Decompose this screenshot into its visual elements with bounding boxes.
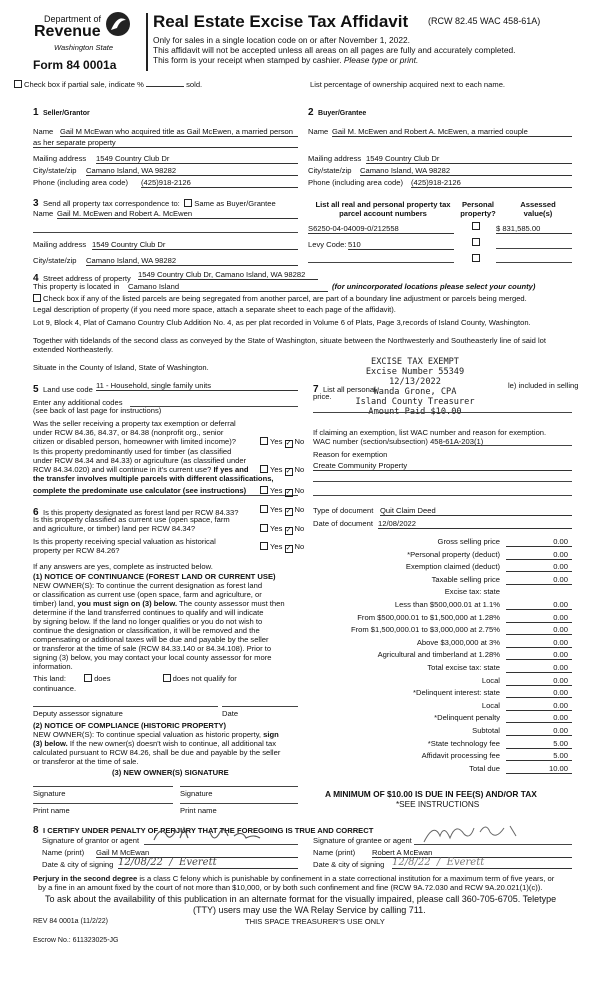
calc-label: From $1,500,000.01 to $3,000,000 at 2.75% <box>350 625 500 635</box>
logo-dept-line1: Department of <box>44 14 102 24</box>
parcel-col-header: List all real and personal property tax parcel account numbers <box>315 200 451 218</box>
notice-continuance-3a: timber) land, <box>33 599 76 608</box>
seller-name-label: Name <box>33 127 54 136</box>
calc-label: From $500,000.01 to $1,500,000 at 1.28% <box>357 612 500 622</box>
partial-sale-pct-field[interactable] <box>146 86 184 87</box>
header-note-3 <box>153 55 418 65</box>
notice-continuance-10: information. <box>33 662 73 671</box>
calc-value[interactable]: 5.00 <box>506 739 572 749</box>
grantee-date-label: Date & city of signing <box>313 860 385 869</box>
reason-line-2[interactable] <box>313 481 572 482</box>
timber-no-checkbox[interactable]: ✓ <box>285 468 292 475</box>
personal-property-checkbox-2[interactable] <box>472 238 480 246</box>
calc-value[interactable]: 0.00 <box>506 663 572 673</box>
calc-label: Excise tax: state <box>444 587 500 597</box>
land-use-row <box>33 379 93 397</box>
tax-corr-blank-line <box>33 232 298 233</box>
seller-heading-text: Seller/Grantor <box>43 110 90 117</box>
calc-label: Above $3,000,000 at 3% <box>416 637 500 647</box>
parcel-number-3[interactable] <box>308 262 454 263</box>
header-note-3-text: This form is your receipt when stamped by cashier. <box>153 55 342 65</box>
notice-continuance-4: determine if the land transferred continues to qualify and will indicate <box>33 608 264 617</box>
seller-mail-label: Mailing address <box>33 154 87 163</box>
section-7-line-1[interactable] <box>313 412 372 413</box>
buyer-mail-label: Mailing address <box>308 154 362 163</box>
buyer-name-label: Name <box>308 127 329 136</box>
notice-continuance-heading: (1) NOTICE OF CONTINUANCE (FOREST LAND OR CURRENT USE) <box>33 572 276 581</box>
notice-compliance-2a: (3) below. <box>33 739 68 748</box>
header-divider <box>146 13 148 71</box>
segregation-row <box>33 294 527 303</box>
exemption-q-1: Was the seller receiving a property tax exemption or deferral <box>33 419 236 428</box>
stamp-line-1: EXCISE TAX EXEMPT <box>371 357 459 367</box>
partial-sale-sold: sold. <box>186 80 203 89</box>
forest-q-1-yes-no <box>260 505 304 516</box>
calc-label: Exemption claimed (deduct) <box>405 562 500 572</box>
this-land-row <box>33 674 237 683</box>
new-owner-signature-heading: (3) NEW OWNER(S) SIGNATURE <box>112 768 229 777</box>
personal-property-col-header: Personal property? <box>460 200 496 218</box>
calculator-yes-checkbox[interactable] <box>260 486 268 494</box>
reason-label: Reason for exemption <box>313 450 388 459</box>
wac-number-value[interactable]: 458-61A-203(1) <box>430 437 484 446</box>
exemption-yes-no <box>260 437 304 448</box>
calc-value[interactable]: 5.00 <box>506 751 572 761</box>
timber-q-4: the transfer involves multiple parcels with different classifications, <box>33 474 274 483</box>
notice-continuance-8: or transferor at the time of sale (RCW 84.33.140 or 84.34.108). Prior to <box>33 644 272 653</box>
personal-property-checkbox-3[interactable] <box>472 254 480 262</box>
stamp-line-5: Island County Treasurer <box>355 397 475 407</box>
partial-sale-label: Check box if partial sale, indicate % <box>24 80 144 89</box>
timber-q-3-bold: If yes and <box>213 465 249 474</box>
grantor-name-label: Name (print) <box>42 848 85 857</box>
forest-yes-label: Yes <box>270 505 283 514</box>
doc-type-label: Type of document <box>313 506 374 515</box>
personal-property-checkbox-1[interactable] <box>472 222 480 230</box>
calc-value[interactable]: 0.00 <box>506 638 572 648</box>
grantor-date-label: Date & city of signing <box>42 860 114 869</box>
calc-value[interactable]: 0.00 <box>506 625 572 635</box>
see-instructions: *SEE INSTRUCTIONS <box>396 800 480 809</box>
exemption-no-label: No <box>294 437 305 446</box>
seller-name-field[interactable]: Gail M McEwan who acquired title as Gail McEwen, a married person <box>60 127 298 137</box>
continuance-label: continuance. <box>33 684 77 693</box>
street-address-num: 4 <box>33 273 39 284</box>
grantee-city-value: Everett <box>446 857 485 868</box>
calc-value[interactable]: 0.00 <box>506 600 572 610</box>
calc-label: Affidavit processing fee <box>421 751 500 761</box>
logo-dept-line3: Washington State <box>54 43 114 52</box>
notice-continuance-6: continue the designation or classification, it will be removed and the <box>33 626 260 635</box>
if-any-yes-text: If any answers are yes, complete as instructed below. <box>33 562 213 571</box>
seller-city-label: City/state/zip <box>33 166 77 175</box>
timber-yes-no-1 <box>260 465 304 476</box>
current-use-yes-no <box>260 524 304 535</box>
legal-description-1: Lot 9, Block 4, Plat of Camano Country Club Addition No. 4, as per plat recorded in Volume 6 of Plats, Page 3,records of Island County, Washington. <box>33 318 531 327</box>
exemption-q-2: under RCW 84.36, 84.37, or 84.38 (nonprofit org., senior <box>33 428 224 437</box>
tax-corr-city-field[interactable]: Camano Island, WA 98282 <box>86 256 298 266</box>
doc-date-label: Date of document <box>313 519 373 528</box>
buyer-city-label: City/state/zip <box>308 166 352 175</box>
section-7-line-2[interactable] <box>378 412 572 413</box>
this-land-label: This land: <box>33 674 66 683</box>
perjury-bold: Perjury in the second degree <box>33 874 138 883</box>
notice-continuance-3b: you must sign on (3) below. <box>77 599 178 608</box>
notice-continuance-7: compensating or additional taxes will be due and payable by the seller <box>33 635 269 644</box>
street-address-label: Street address of property <box>43 274 131 283</box>
calc-value[interactable]: 0.00 <box>506 713 572 723</box>
grantee-signature-label: Signature of grantee or agent <box>313 836 412 845</box>
grantor-city-value: Everett <box>179 857 217 868</box>
segregation-checkbox[interactable] <box>33 294 41 302</box>
calc-label: Taxable selling price <box>431 574 500 584</box>
tax-corr-name-field[interactable]: Gail M. McEwen and Robert A. McEwen <box>57 209 298 219</box>
certify-text: I CERTIFY UNDER PENALTY OF PERJURY THAT THE FOREGOING IS TRUE AND CORRECT <box>43 826 374 835</box>
form-number: Form 84 0001a <box>33 58 117 72</box>
property-located-label: This property is located in <box>33 282 120 291</box>
owner-print-label-2: Print name <box>180 806 217 815</box>
stamp-line-2: Excise Number 55349 <box>365 367 465 377</box>
section-6-num: 6 <box>33 507 39 518</box>
department-logo <box>30 12 140 58</box>
notice-continuance-5: by signing below. If the land no longer qualifies or you do not wish to <box>33 617 263 626</box>
treasurer-use-only: THIS SPACE TREASURER'S USE ONLY <box>245 917 385 926</box>
timber-no-label: No <box>294 465 305 474</box>
buyer-name-field[interactable]: Gail M. McEwen and Robert A. McEwen, a married couple <box>332 127 572 137</box>
current-use-yes-checkbox[interactable] <box>260 524 268 532</box>
owner-signature-line-1[interactable] <box>33 786 173 787</box>
minimum-due-notice: A MINIMUM OF $10.00 IS DUE IN FEE(S) AND/OR TAX <box>325 789 537 799</box>
seller-phone-label: Phone (including area code) <box>33 178 128 187</box>
current-use-q-2: and agriculture, or timber) land per RCW 84.34? <box>33 524 196 533</box>
escrow-number: Escrow No.: 611323025-JG <box>33 937 119 944</box>
legal-description-2: Together with tidelands of the second class as conveyed by the State of Washington, situate between the Northwesterly and Southeasterly line of said lot <box>33 336 547 345</box>
calc-label: *Personal property (deduct) <box>407 549 500 559</box>
grantee-date-field[interactable]: 12/8/22 / Everett <box>392 857 572 869</box>
timber-q-2: under RCW 84.34 and 84.33) or agriculture (as classified under <box>33 456 247 465</box>
perjury-text-1: is a class C felony which is punishable by confinement in a state correctional institution for a maximum term of five years, or <box>139 874 555 883</box>
notice-compliance-heading: (2) NOTICE OF COMPLIANCE (HISTORIC PROPERTY) <box>33 721 227 730</box>
buyer-mail-field[interactable]: 1549 Country Club Dr <box>366 154 572 164</box>
section-7-text-c: price. <box>313 392 332 401</box>
forest-no-checkbox[interactable]: ✓ <box>285 508 292 515</box>
does-qualify-checkbox[interactable] <box>84 674 92 682</box>
grantor-date-field[interactable]: 12/08/22 / Everett <box>118 857 298 869</box>
legal-description-4: Situate in the County of Island, State of Washington. <box>33 363 209 372</box>
deputy-signature-line[interactable] <box>33 706 218 707</box>
exemption-yes-label: Yes <box>270 437 283 446</box>
grantor-signature-icon <box>150 824 280 846</box>
calc-label: *State technology fee <box>427 738 500 748</box>
land-use-label: Land use code <box>43 385 93 394</box>
land-use-field[interactable]: 11 - Household, single family units <box>96 381 298 391</box>
assessed-value-2[interactable] <box>496 248 572 249</box>
timber-q-5: complete the predominate use calculator (see instructions) <box>33 486 247 495</box>
notice-continuance-9: signing (3) below, you may contact your local county assessor for more <box>33 653 272 662</box>
calculator-yes-no <box>260 486 304 497</box>
section-7-text-b: le) included in selling <box>508 381 579 390</box>
calc-value[interactable]: 0.00 <box>506 676 572 686</box>
calc-label: Total due <box>469 763 500 773</box>
forest-q-1: Is this property designated as forest land per RCW 84.33? <box>43 508 239 517</box>
stamp-line-4: Wanda Grone, CPA <box>373 387 457 397</box>
timber-yes-checkbox[interactable] <box>260 465 268 473</box>
grantee-name-label: Name (print) <box>313 848 356 857</box>
doc-type-field[interactable]: Quit Claim Deed <box>380 506 572 516</box>
assessed-value-1[interactable]: $ 831,585.00 <box>496 224 572 234</box>
segregation-label: Check box if any of the listed parcels are being segregated from another parcel, are part of a boundary line adjustment or parcels being merged. <box>43 294 527 303</box>
notice-compliance-2b: If the new owner(s) doesn't wish to continue, all additional tax <box>69 739 277 748</box>
perjury-line-2: by a fine in an amount fixed by the court of not more than $10,000, or by both such confinement and fine (RCW 9A.72.030 and RCW 9A.20.021(1)(c)). <box>38 883 543 892</box>
timber-q-1: Is this property predominantly used for timber (as classified <box>33 447 232 456</box>
does-not-qualify-checkbox[interactable] <box>163 674 171 682</box>
notice-continuance-2: or classification as current use (open space, farm and agriculture, or <box>33 590 262 599</box>
current-use-no-label: No <box>294 524 305 533</box>
same-as-buyer-label: Same as Buyer/Grantee <box>194 199 276 208</box>
tax-corr-text: Send all property tax correspondence to: <box>43 199 180 208</box>
same-as-buyer-checkbox[interactable] <box>184 199 192 207</box>
additional-codes-label: Enter any additional codes <box>33 398 123 407</box>
notice-compliance-1a: NEW OWNER(S): To continue special valuation as historic property, <box>33 730 262 739</box>
calc-value[interactable]: 0.00 <box>506 613 572 623</box>
legal-description-label: Legal description of property (if you need more space, attach a separate sheet to each page of the affidavit). <box>33 305 396 314</box>
certify-num: 8 <box>33 825 39 836</box>
header-note-1: Only for sales in a single location code on or after November 1, 2022. <box>153 35 410 45</box>
forest-yes-checkbox[interactable] <box>260 505 268 513</box>
stamp-line-3: 12/13/2022 <box>389 377 441 387</box>
calculator-yes-label: Yes <box>270 486 283 495</box>
owner-print-label-1: Print name <box>33 806 70 815</box>
levy-code-label: Levy Code: <box>308 240 347 249</box>
owner-print-line-1[interactable] <box>33 803 173 804</box>
buyer-phone-label: Phone (including area code) <box>308 178 403 187</box>
tax-corr-city-label: City/state/zip <box>33 256 77 265</box>
calc-label: Subtotal <box>472 726 500 735</box>
notice-continuance-3c: The county assessor must then <box>179 599 285 608</box>
grantee-name-field[interactable]: Robert A McEwan <box>372 848 572 858</box>
seller-heading <box>33 102 90 120</box>
street-address-field[interactable]: 1549 Country Club Dr, Camano Island, WA 98282 <box>138 270 318 280</box>
buyer-heading <box>308 102 366 120</box>
tax-corr-name-label: Name <box>33 209 54 218</box>
notice-compliance-1b: sign <box>263 730 279 739</box>
grantee-date-value: 12/8/22 <box>392 857 431 868</box>
notice-compliance-4: or transferor at the time of sale. <box>33 757 139 766</box>
grantee-signature-icon <box>420 818 540 846</box>
owner-signature-label-1: Signature <box>33 789 66 798</box>
additional-codes-note: (see back of last page for instructions) <box>33 406 162 415</box>
owner-print-line-2[interactable] <box>180 803 298 804</box>
buyer-city-field[interactable]: Camano Island, WA 98282 <box>360 166 572 176</box>
reason-line-3[interactable] <box>313 495 572 496</box>
tax-corr-mail-field[interactable]: 1549 Country Club Dr <box>92 240 298 250</box>
calculator-no-checkbox[interactable]: ✓ <box>285 489 292 496</box>
seller-heading-num: 1 <box>33 107 39 118</box>
calc-label: *Delinquent penalty <box>434 713 500 723</box>
timber-yes-label: Yes <box>270 465 283 474</box>
parcel-number-1[interactable]: S6250-04-04009-0/212558 <box>308 224 454 234</box>
does-label: does <box>94 674 111 683</box>
historic-q-2: property per RCW 84.26? <box>33 546 120 555</box>
alternate-format-2: (TTY) users may use the WA Relay Service by calling 711. <box>193 905 426 915</box>
historic-yes-no <box>260 542 304 553</box>
deputy-date-line[interactable] <box>222 706 298 707</box>
land-use-num: 5 <box>33 384 39 395</box>
historic-q-1: Is this property receiving special valuation as historical <box>33 537 216 546</box>
seller-city-field[interactable]: Camano Island, WA 98282 <box>86 166 298 176</box>
notice-continuance-1: NEW OWNER(S): To continue the current designation as forest land <box>33 581 263 590</box>
partial-sale-checkbox[interactable] <box>14 80 22 88</box>
stamp-line-6: Amount Paid $10.00 <box>368 407 462 417</box>
calc-value[interactable]: 0.00 <box>506 575 572 585</box>
exemption-q-3: citizen or disabled person, homeowner with limited income)? <box>33 437 237 446</box>
notice-compliance-2 <box>33 739 276 748</box>
calc-value[interactable]: 10.00 <box>506 764 572 774</box>
calc-label: Local <box>481 700 500 710</box>
alternate-format-1: To ask about the availability of this publication in an alternate format for the visually impaired, please call 360-705-6705. Teletype <box>45 894 557 904</box>
calculator-no-label: No <box>294 486 305 495</box>
header-note-3b: Please type or print. <box>343 55 419 65</box>
deputy-date-label: Date <box>222 709 239 718</box>
property-located-note: (for unincorporated locations please select your county) <box>332 282 536 291</box>
legal-description-3: extended Northeasterly. <box>33 345 114 354</box>
exemption-yes-checkbox[interactable] <box>260 437 268 445</box>
section-7-text-a: List all personal <box>323 385 376 394</box>
calc-label: Gross selling price <box>437 537 500 546</box>
buyer-heading-num: 2 <box>308 107 314 118</box>
partial-sale-row <box>14 80 202 89</box>
forest-no-label: No <box>294 505 305 514</box>
grantor-date-value: 12/08/22 <box>118 857 163 868</box>
calc-value[interactable]: 0.00 <box>506 701 572 711</box>
notice-compliance-1 <box>33 730 279 739</box>
seller-phone-field[interactable]: (425)918-2126 <box>141 178 298 188</box>
revenue-logo-icon <box>104 10 132 40</box>
logo-dept-line2: Revenue <box>34 23 101 40</box>
calc-label: Local <box>481 675 500 685</box>
form-title: Real Estate Excise Tax Affidavit <box>153 12 409 31</box>
grantor-name-field[interactable]: Gail M McEwan <box>96 848 298 858</box>
assessed-value-3[interactable] <box>496 262 572 263</box>
historic-yes-label: Yes <box>270 542 283 551</box>
calc-label: Total excise tax: state <box>427 663 500 672</box>
calc-label: Agricultural and timberland at 1.28% <box>377 650 500 660</box>
buyer-heading-text: Buyer/Grantee <box>318 110 367 117</box>
timber-q-3 <box>33 465 248 474</box>
owner-signature-label-2: Signature <box>180 789 213 798</box>
tax-corr-mail-label: Mailing address <box>33 240 87 249</box>
seller-name-field-2[interactable]: as her separate property <box>33 138 298 148</box>
historic-no-label: No <box>294 542 305 551</box>
current-use-q-1: Is this property classified as current use (open space, farm <box>33 515 230 524</box>
calc-value[interactable]: 0.00 <box>506 726 572 736</box>
doc-date-field[interactable]: 12/08/2022 <box>378 519 572 529</box>
calc-value[interactable]: 0.00 <box>506 562 572 572</box>
exemption-no-checkbox[interactable]: ✓ <box>285 440 292 447</box>
property-located-field[interactable]: Camano Island <box>128 282 328 292</box>
seller-mail-field[interactable]: 1549 Country Club Dr <box>96 154 298 164</box>
timber-q-3-text: RCW 84.34.020) and will continue in it's current use? <box>33 465 212 474</box>
calc-value[interactable]: 0.00 <box>506 650 572 660</box>
wac-claim-text: If claiming an exemption, list WAC number and reason for exemption. <box>313 428 547 437</box>
calc-value[interactable]: 0.00 <box>506 537 572 547</box>
does-not-label: does not qualify for <box>172 674 237 683</box>
calc-label: *Delinquent interest: state <box>413 688 500 698</box>
calc-value[interactable]: 0.00 <box>506 688 572 698</box>
revision-number: REV 84 0001a (11/2/22) <box>33 918 108 925</box>
current-use-yes-label: Yes <box>270 524 283 533</box>
grantor-signature-label: Signature of grantor or agent <box>42 836 140 845</box>
historic-no-checkbox[interactable]: ✓ <box>285 545 292 552</box>
header-note-2: This affidavit will not be accepted unless all areas on all pages are fully and accurately completed. <box>153 45 516 55</box>
calc-label: Less than $500,000.01 at 1.1% <box>394 600 500 609</box>
wac-number-label: WAC number (section/subsection) <box>313 437 428 446</box>
assessed-value-col-header: Assessed value(s) <box>520 200 556 218</box>
tax-corr-num: 3 <box>33 198 39 209</box>
buyer-phone-field[interactable]: (425)918-2126 <box>411 178 572 188</box>
list-percentage-note: List percentage of ownership acquired next to each name. <box>310 80 506 89</box>
levy-code-field[interactable]: 510 <box>348 240 454 250</box>
perjury-line-1 <box>33 874 554 883</box>
deputy-signature-label: Deputy assessor signature <box>33 709 123 718</box>
notice-compliance-3: calculated pursuant to RCW 84.26, shall be due and payable by the seller <box>33 748 281 757</box>
owner-signature-line-2[interactable] <box>180 786 298 787</box>
notice-continuance-3 <box>33 599 285 608</box>
calc-value[interactable]: 0.00 <box>506 550 572 560</box>
historic-yes-checkbox[interactable] <box>260 542 268 550</box>
reason-field[interactable]: Create Community Property <box>313 461 572 471</box>
wac-number-underline <box>440 445 572 446</box>
section-7-num: 7 <box>313 384 319 395</box>
current-use-no-checkbox[interactable]: ✓ <box>285 527 292 534</box>
form-rcw: (RCW 82.45 WAC 458-61A) <box>428 16 541 26</box>
timber-q-underline <box>33 495 298 496</box>
